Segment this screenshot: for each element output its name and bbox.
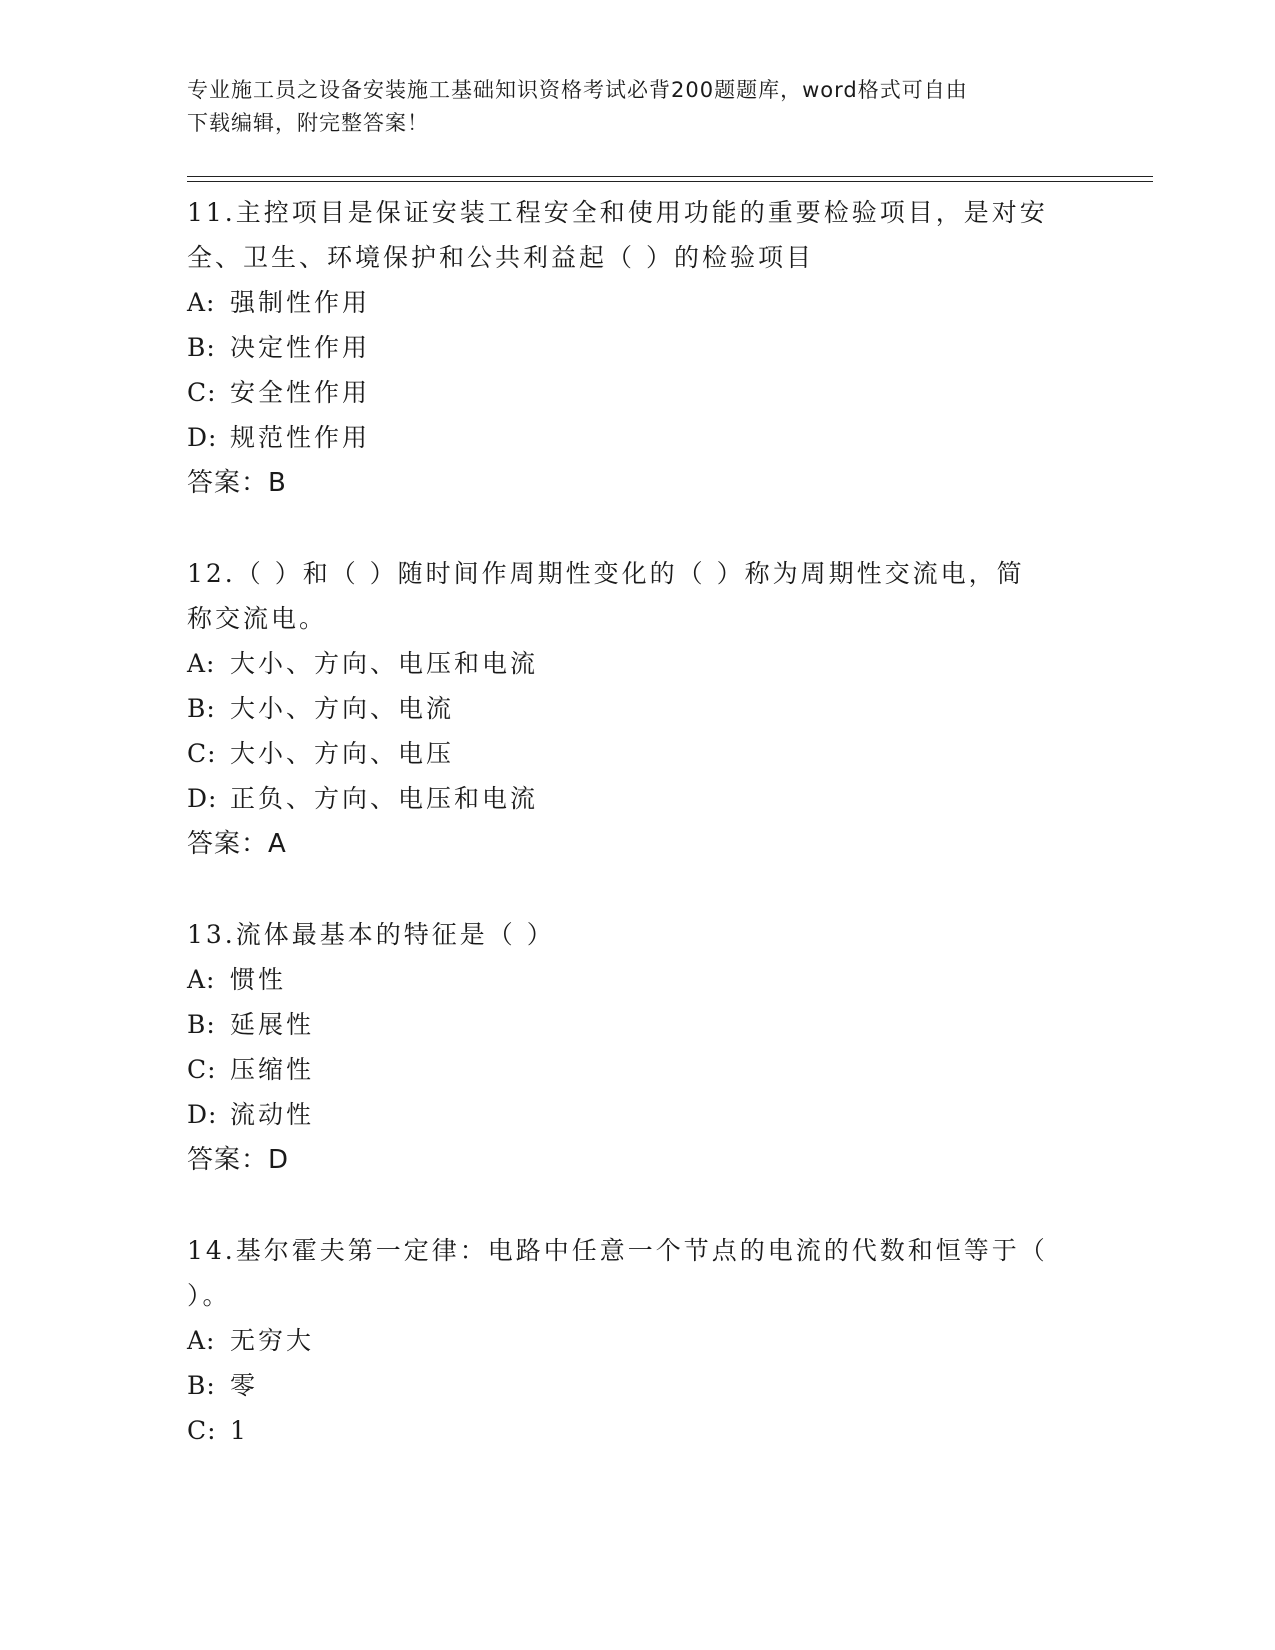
option-letter: C: bbox=[187, 378, 217, 407]
question-item bbox=[187, 190, 1087, 507]
option-text: 规范性作用 bbox=[230, 423, 371, 452]
option-text: 大小、方向、电压和电流 bbox=[230, 649, 539, 678]
option-letter: C: bbox=[187, 1416, 217, 1445]
question-stem-line: 11.主控项目是保证安装工程安全和使用功能的重要检验项目，是对安 bbox=[187, 198, 1048, 227]
option-text: 强制性作用 bbox=[230, 288, 371, 317]
answer-option bbox=[187, 641, 1087, 686]
question-stem-line: 14.基尔霍夫第一定律：电路中任意一个节点的电流的代数和恒等于（ bbox=[187, 1236, 1048, 1265]
option-text: 大小、方向、电压 bbox=[230, 739, 455, 768]
question-stem-line: 全、卫生、环境保护和公共利益起（ ）的检验项目 bbox=[187, 243, 814, 272]
header-rule-top bbox=[187, 176, 1153, 177]
answer-option bbox=[187, 1092, 1087, 1137]
option-text: 无穷大 bbox=[230, 1326, 315, 1355]
question-item bbox=[187, 1228, 1087, 1453]
option-letter: B: bbox=[187, 1010, 216, 1039]
option-letter: B: bbox=[187, 694, 216, 723]
header-line-1: 专业施工员之设备安装施工基础知识资格考试必背200题题库，word格式可自由 bbox=[187, 78, 968, 102]
question-item bbox=[187, 912, 1087, 1184]
question-stem-line: 12.（ ）和（ ）随时间作周期性变化的（ ）称为周期性交流电，简 bbox=[187, 559, 1025, 588]
option-text: 零 bbox=[230, 1371, 259, 1400]
document-header bbox=[187, 74, 1067, 140]
option-letter: C: bbox=[187, 1055, 217, 1084]
option-text: 流动性 bbox=[230, 1100, 315, 1129]
answer-option bbox=[187, 415, 1087, 460]
option-text: 正负、方向、电压和电流 bbox=[230, 784, 539, 813]
header-rule-bottom bbox=[187, 181, 1153, 182]
answer-option bbox=[187, 731, 1087, 776]
answer-option bbox=[187, 1002, 1087, 1047]
answer-option bbox=[187, 280, 1087, 325]
option-letter: C: bbox=[187, 739, 217, 768]
option-letter: B: bbox=[187, 333, 216, 362]
answer-option bbox=[187, 1408, 1087, 1453]
answer-key: 答案：B bbox=[187, 468, 287, 498]
option-text: 1 bbox=[230, 1416, 249, 1445]
answer-option bbox=[187, 370, 1087, 415]
option-letter: A: bbox=[187, 965, 216, 994]
question-stem-line: ）。 bbox=[187, 1281, 231, 1310]
answer-option bbox=[187, 776, 1087, 821]
option-letter: A: bbox=[187, 288, 216, 317]
answer-option bbox=[187, 1047, 1087, 1092]
option-text: 压缩性 bbox=[230, 1055, 315, 1084]
answer-option bbox=[187, 325, 1087, 370]
answer-key: 答案：A bbox=[187, 829, 287, 859]
option-letter: A: bbox=[187, 1326, 216, 1355]
answer-option bbox=[187, 686, 1087, 731]
question-list bbox=[187, 190, 1087, 1497]
answer-key: 答案：D bbox=[187, 1145, 290, 1175]
answer-option bbox=[187, 1318, 1087, 1363]
option-letter: A: bbox=[187, 649, 216, 678]
question-stem-line: 13.流体最基本的特征是（ ） bbox=[187, 920, 555, 949]
question-stem-line: 称交流电。 bbox=[187, 604, 328, 633]
option-letter: D: bbox=[187, 784, 218, 813]
option-text: 决定性作用 bbox=[230, 333, 371, 362]
option-text: 大小、方向、电流 bbox=[230, 694, 455, 723]
option-text: 惯性 bbox=[230, 965, 287, 994]
question-item bbox=[187, 551, 1087, 868]
answer-option bbox=[187, 1363, 1087, 1408]
answer-option bbox=[187, 957, 1087, 1002]
option-text: 安全性作用 bbox=[230, 378, 371, 407]
option-text: 延展性 bbox=[230, 1010, 315, 1039]
option-letter: B: bbox=[187, 1371, 216, 1400]
option-letter: D: bbox=[187, 1100, 218, 1129]
header-line-2: 下载编辑，附完整答案！ bbox=[187, 111, 429, 135]
option-letter: D: bbox=[187, 423, 218, 452]
